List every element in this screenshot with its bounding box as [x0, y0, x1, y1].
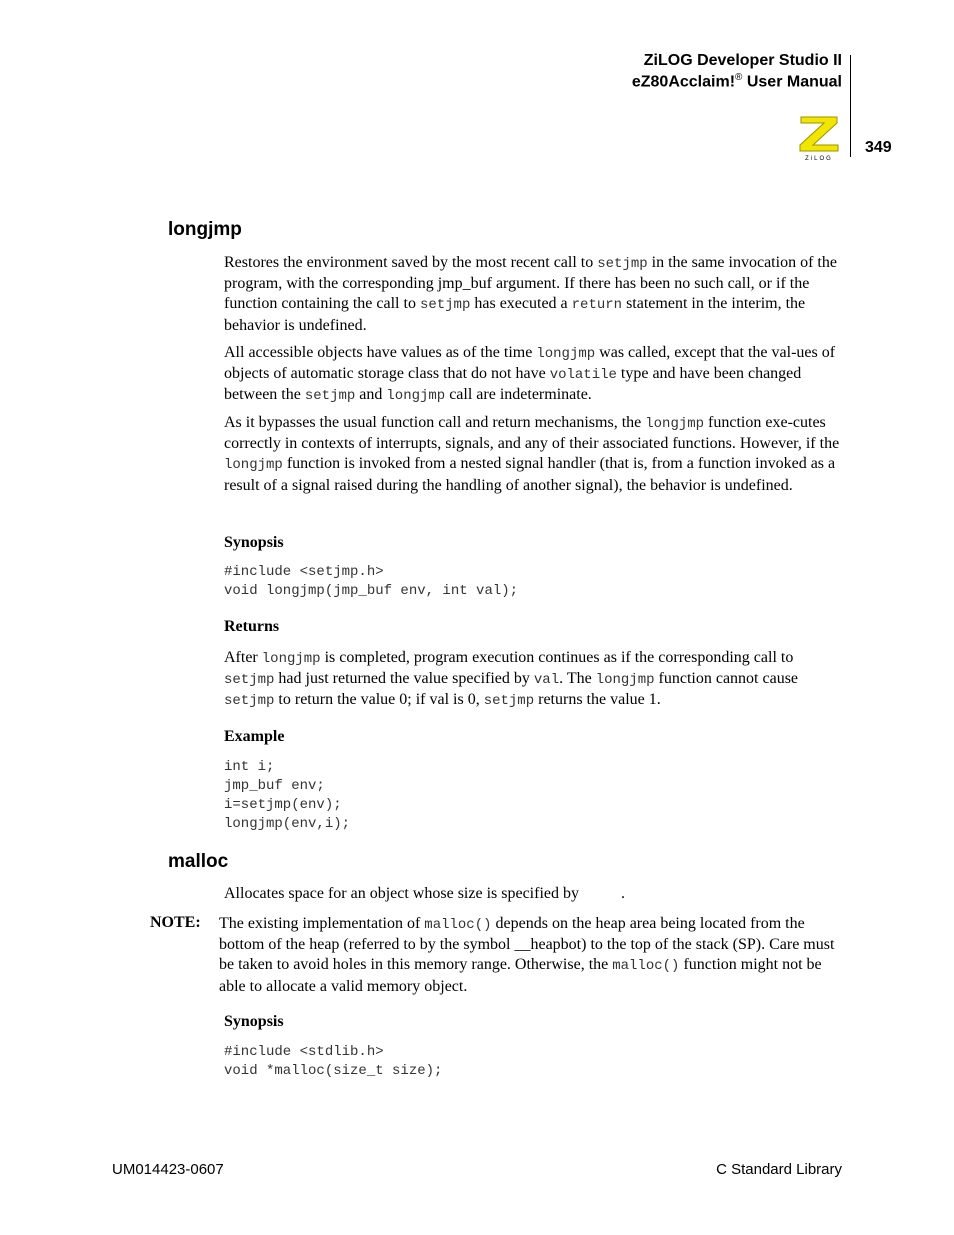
code-longjmp: longjmp — [536, 346, 596, 362]
longjmp-description-1: Restores the environment saved by the most recent call to setjmp in the same invocation of the program, with the corresponding jmp_buf argument. If there has been no such call, or if the function containing the call to setjmp has executed a return statement in the interim, the behavior is undefined. — [224, 254, 837, 334]
longjmp-description-3: As it bypasses the usual function call and return mechanisms, the longjmp function exe-cutes correctly in contexts of interrupts, signals, and any of their associated functions. However, if the longjmp function is invoked from a nested signal handler (that is, from a function invoked as a result of a signal raised during the handling of another signal), the behavior is undefined. — [224, 414, 840, 494]
code-malloc: malloc() — [612, 958, 680, 975]
section-title-malloc: malloc — [168, 851, 229, 872]
note-label: NOTE: — [150, 914, 201, 931]
code-longjmp: longjmp — [224, 457, 283, 474]
longjmp-description-2: All accessible objects have values as of the time longjmp was called, except that the val-ues of objects of automatic storage class that do not have volatile type and have been changed between the setjmp and longjmp call are indeterminate. — [224, 344, 836, 405]
page-number: 349 — [865, 139, 892, 156]
longjmp-returns-text: After longjmp is completed, program execution continues as if the corresponding call to setjmp had just returned the value specified by val. The longjmp function cannot cause setjmp to return the value 0; if val is 0, setjmp returns the value 1. — [224, 649, 799, 710]
code-setjmp: setjmp — [597, 256, 648, 272]
footer-section: C Standard Library — [716, 1161, 842, 1178]
longjmp-example-code — [224, 758, 350, 834]
code-line: void *malloc(size_t size); — [224, 1063, 443, 1079]
code-longjmp: longjmp — [645, 416, 705, 432]
registered-mark: ® — [735, 72, 743, 83]
code-setjmp: setjmp — [419, 297, 471, 314]
zilog-logo — [795, 113, 843, 161]
code-line: longjmp(env,i); — [224, 816, 351, 832]
code-line: void longjmp(jmp_buf env, int val); — [224, 583, 519, 599]
code-line: jmp_buf env; — [224, 778, 325, 794]
logo-text: ZiLOG — [805, 156, 833, 161]
header-divider — [850, 55, 851, 157]
code-line: int i; — [224, 759, 275, 775]
longjmp-synopsis-code — [224, 563, 518, 601]
code-setjmp: setjmp — [224, 693, 275, 710]
code-longjmp: longjmp — [261, 651, 321, 667]
code-line: #include <stdlib.h> — [224, 1044, 384, 1060]
malloc-note-text: The existing implementation of malloc() depends on the heap area being located from the bottom of the heap (referred to by the symbol __heapbot) to the top of the stack (SP). Care must be taken to avoid holes in this memory range. Otherwise, the malloc() function might not be able to allocate a valid memory object. — [219, 915, 835, 995]
header-title-line2 — [632, 72, 842, 91]
malloc-synopsis-heading: Synopsis — [224, 1013, 284, 1030]
code-setjmp: setjmp — [483, 693, 535, 710]
header-product: eZ80Acclaim! — [631, 73, 736, 91]
longjmp-synopsis-heading: Synopsis — [224, 534, 284, 551]
code-malloc: malloc() — [424, 917, 492, 933]
header-manual: User Manual — [742, 73, 842, 91]
code-longjmp: longjmp — [595, 672, 655, 689]
longjmp-returns-heading: Returns — [224, 618, 280, 635]
footer-doc-id: UM014423-0607 — [112, 1161, 224, 1178]
code-line: #include <setjmp.h> — [224, 564, 384, 580]
code-setjmp: setjmp — [304, 388, 356, 405]
code-val: val — [533, 672, 560, 689]
header-title-line1: ZiLOG Developer Studio II — [643, 52, 842, 69]
malloc-description: Allocates space for an object whose size is specified by . — [224, 885, 625, 902]
code-return: return — [571, 297, 623, 314]
section-title-longjmp: longjmp — [168, 219, 242, 240]
longjmp-example-heading: Example — [224, 728, 285, 745]
code-setjmp: setjmp — [224, 672, 275, 689]
malloc-synopsis-code — [224, 1043, 442, 1081]
code-line: i=setjmp(env); — [224, 797, 342, 813]
code-longjmp: longjmp — [386, 388, 446, 405]
code-volatile: volatile — [549, 367, 617, 384]
